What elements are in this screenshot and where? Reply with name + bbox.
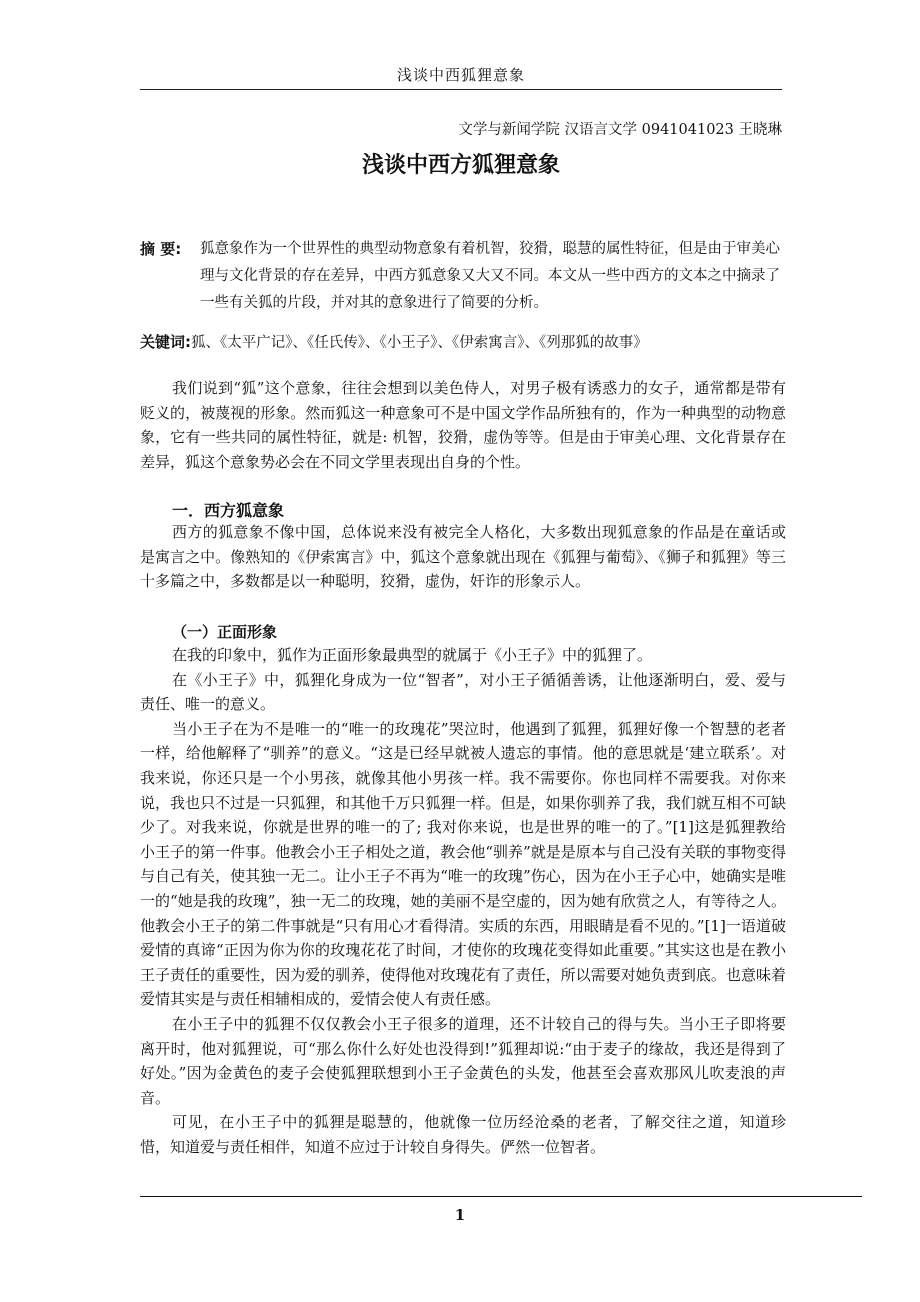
paper-title: 浅谈中西方狐狸意象 [361,153,560,178]
body-paragraph: 当小王子在为不是唯一的“唯一的玫瑰花”哭泣时，他遇到了狐狸，狐狸好像一个智慧的老者一样，给他解释了“驯养”的意义。“这是已经早就被人遗忘的事情。他的意思就是‘建立联系’。对我来说，你还只是一个小男孩，就像其他小男孩一样。我不需要你。你也同样不需要我。对你来说，我也只不过是一只狐狸，和其他千万只狐狸一样。但是，如果你驯养了我，我们就互相不可缺少了。对我来说，你就是世界的唯一的了; 我对你来说，也是世界的唯一的了。”[1]这是狐狸教给小王子的第一件事。他教会小王子相处之道，教会他“驯养”就是是原本与自己没有关联的事物变得与自己有关，使其独一无二。让小王子不再为“唯一的玫瑰”伤心，因为在小王子心中，她确实是唯一的“她是我的玫瑰”，独一无二的玫瑰，她的美丽不是空虚的，因为她有欣赏之人，有等待之人。他教会小王子的第二件事就是“只有用心才看得清。实质的东西，用眼睛是看不见的。”[1]一语道破爱情的真谛“正因为你为你的玫瑰花花了时间，才使你的玫瑰花变得如此重要。”其实这也是在教小王子责任的重要性，因为爱的驯养，使得他对玫瑰花有了责任，所以需要对她负责到底。也意味着爱情其实是与责任相辅相成的，爱情会使人有责任感。 [140,719,786,1009]
subsection-heading-positive-image: （一）正面形象 [172,623,278,641]
keywords-text: 狐、《太平广记》、《任氏传》、《小王子》、《伊索寓言》、《列那狐的故事》 [191,335,648,351]
header-rule [140,89,782,90]
body-paragraph: 在小王子中的狐狸不仅仅教会小王子很多的道理，还不计较自己的得与失。当小王子即将要离开时，他对狐狸说，可“那么你什么好处也没得到!”狐狸却说:“由于麦子的缘故，我还是得到了好处。”因为金黄色的麦子会使狐狸联想到小王子金黄色的头发，他甚至会喜欢那风儿吹麦浪的声音。 [140,1014,786,1107]
abstract-text: 狐意象作为一个世界性的典型动物意象有着机智，狡猾，聪慧的属性特征，但是由于审美心理与文化背景的存在差异，中西方狐意象又大又不同。本文从一些中西方的文本之中摘录了一些有关狐的片段，并对其的意象进行了简要的分析。 [200,241,780,311]
author-byline: 文学与新闻学院 汉语言文学 0941041023 王晓琳 [458,122,782,138]
keywords-block [140,330,790,355]
subsection-positive-image [140,643,786,1159]
footer-rule [140,1196,862,1197]
intro-section [140,376,786,474]
section-western-fox [140,520,786,594]
body-paragraph: 可见，在小王子中的狐狸是聪慧的，他就像一位历经沧桑的老者，了解交往之道，知道珍惜，知道爱与责任相伴，知道不应过于计较自身得失。俨然一位智者。 [140,1113,786,1156]
running-header: 浅谈中西狐狸意象 [396,66,525,84]
section-paragraph: 西方的狐意象不像中国，总体说来没有被完全人格化，大多数出现狐意象的作品是在童话或是寓言之中。像熟知的《伊索寓言》中，狐这个意象就出现在《狐狸与葡萄》、《狮子和狐狸》等三十多篇之中，多数都是以一种聪明，狡猾，虚伪，奸诈的形象示人。 [140,523,786,591]
body-paragraph: 在《小王子》中，狐狸化身成为一位“智者”，对小王子循循善诱，让他逐渐明白，爱、爱与责任、唯一的意义。 [140,670,786,714]
section-heading-western-fox: 一．西方狐意象 [172,501,285,520]
body-paragraph: 在我的印象中，狐作为正面形象最典型的就属于《小王子》中的狐狸了。 [172,646,653,664]
abstract-label: 摘 要: [140,240,182,258]
keywords-label: 关键词: [140,333,191,351]
intro-paragraph: 我们说到“狐”这个意象，往往会想到以美色侍人，对男子极有诱惑力的女子，通常都是带有贬义的，被蔑视的形象。然而狐这一种意象可不是中国文学作品所独有的，作为一种典型的动物意象，它有一些共同的属性特征，就是: 机智，狡猾，虚伪等等。但是由于审美心理、文化背景存在差异，狐这个意象势必会在不同文学里表现出自身的个性。 [140,379,786,471]
page-number: 1 [454,1206,466,1224]
abstract-block [140,236,790,317]
